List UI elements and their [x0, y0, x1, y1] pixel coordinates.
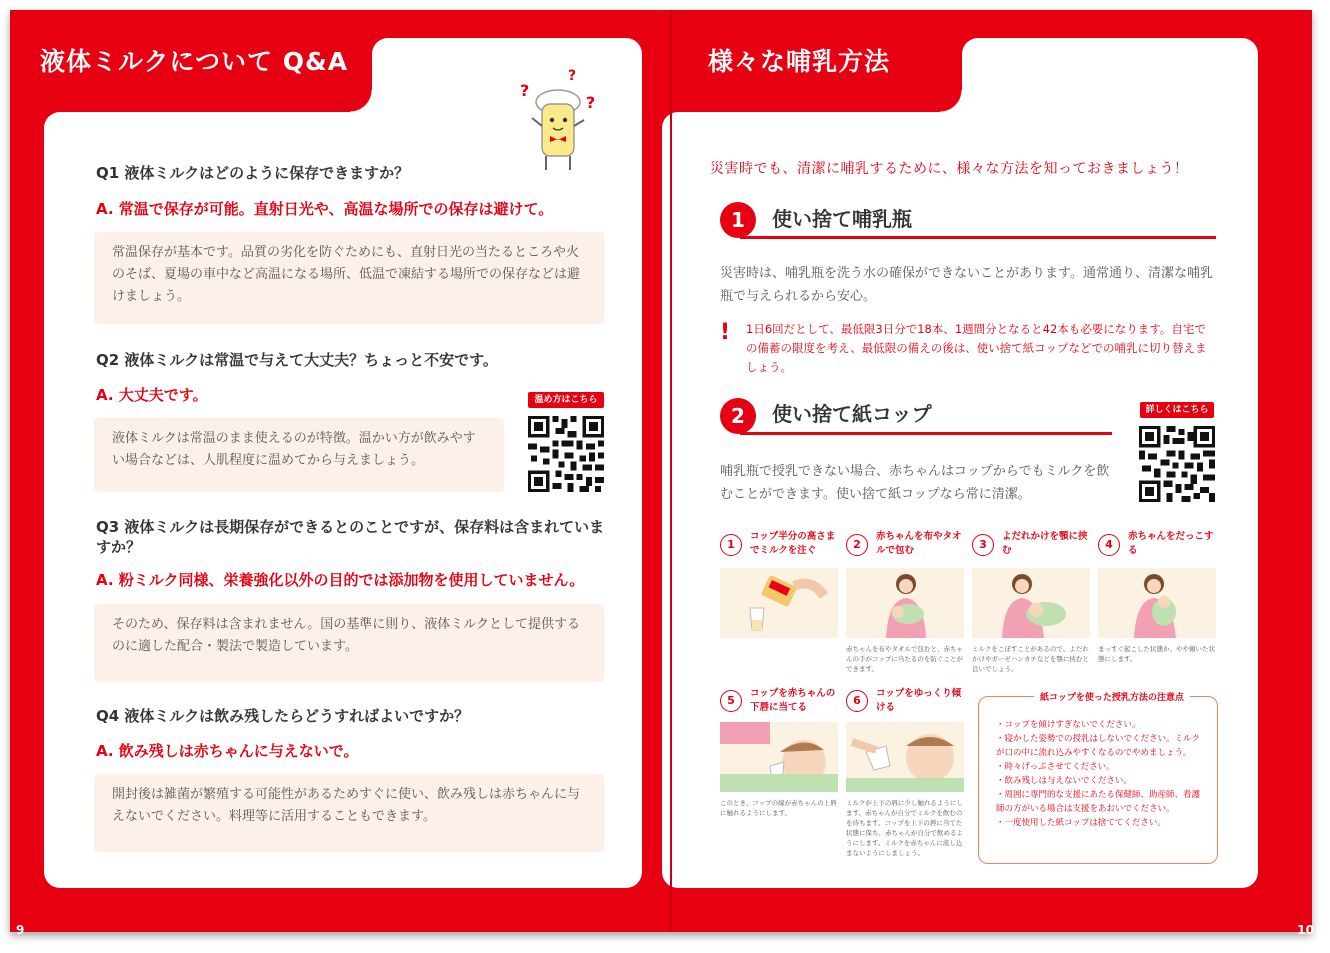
qr-label-details[interactable]: 詳しくはこちら	[1140, 402, 1214, 418]
step-4-caption: まっすぐ起こした状態か、やや傾いた状態にします。	[1098, 645, 1215, 663]
section-1-warning: 1日6回だとして、最低限3日分で18本、1週間分となると42本も必要になります。自宅での備蓄の限度を考え、最低限の備えの後は、使い捨て紙コップなどでの哺乳に切り替えましょう。	[746, 322, 1207, 374]
right-panel-notch	[940, 90, 962, 112]
step-3-number: 3	[972, 534, 994, 556]
step-2-title: 赤ちゃんを布やタオルで包む	[876, 531, 962, 556]
step-5-title: コップを赤ちゃんの下唇に当てる	[750, 688, 836, 713]
warning-icon: !	[720, 320, 731, 345]
step-3-title: よだれかけを顎に挟む	[1002, 531, 1088, 556]
left-page-title: 液体ミルクについて Q&A	[40, 47, 349, 76]
section-2-number: 2	[720, 398, 756, 434]
left-panel-notch	[350, 90, 372, 112]
step-2-caption: 赤ちゃんを布やタオルで包むと、赤ちゃんの手がコップに当たるのを防ぐことができます。	[846, 645, 963, 673]
answer-detail-3: そのため、保存料は含まれません。国の基準に則り、液体ミルクとして提供するのに適した配合・製法で製造しています。	[94, 604, 604, 682]
step-6-title: コップをゆっくり傾ける	[876, 688, 962, 713]
milk-can-mascot-icon	[516, 66, 600, 178]
svg-text:?: ?	[586, 93, 596, 112]
step-4-title: 赤ちゃんをだっこする	[1128, 531, 1214, 556]
notice-item: ・寝かした姿勢での授乳はしないでください。ミルクが口の中に流れ込みやすくなるのでやめましょう。	[996, 734, 1200, 758]
notice-item: ・飲み残しは与えないでください。	[996, 776, 1133, 786]
left-content-panel	[44, 112, 642, 888]
step-3-caption: ミルクをこぼすことがあるので、よだれかけやガーゼハンカチなどを顎に挟むと良いでしょう。	[972, 645, 1089, 673]
question-1: Q1 液体ミルクはどのように保存できますか？	[96, 164, 410, 182]
notice-item: ・時々げっぷさせてください。	[996, 762, 1115, 772]
section-2-body: 哺乳瓶で授乳できない場合、赤ちゃんはコップからでもミルクを飲むことができます。使い捨て紙コップなら常に清潔。	[720, 464, 1110, 502]
step-4-number: 4	[1098, 534, 1120, 556]
page-number-left: 9	[16, 923, 25, 937]
answer-detail-4: 開封後は雑菌が繁殖する可能性があるためすぐに使い、飲み残しは赤ちゃんに与えないでください。料理等に活用することもできます。	[94, 774, 604, 852]
section-2-underline	[740, 432, 1112, 435]
qr-label-warming[interactable]: 温め方はこちら	[528, 392, 604, 408]
section-2-title: 使い捨て紙コップ	[772, 402, 932, 426]
tilting-cup-illustration	[846, 722, 964, 792]
answer-detail-1: 常温保存が基本です。品質の劣化を防ぐためにも、直射日光の当たるところや火のそば、夏場の車中など高温になる場所、低温で凍結する場所での保存などは避けましょう。	[94, 232, 604, 324]
answer-4: A. 飲み残しは赤ちゃんに与えないで。	[96, 742, 359, 760]
qr-code-icon[interactable]	[1139, 426, 1215, 502]
section-1-body: 災害時は、哺乳瓶を洗う水の確保ができないことがあります。通常通り、清潔な哺乳瓶で与えられるから安心。	[720, 266, 1213, 304]
spread-spine	[670, 10, 672, 932]
section-1-underline	[740, 236, 1216, 239]
notice-item: ・周囲に専門的な支援にあたる保健師、助産師、看護師の方がいる場合は支援をあおいでください。	[996, 790, 1201, 814]
baby-wrapped-illustration	[846, 568, 964, 638]
section-1-number: 1	[720, 202, 756, 238]
section-1-title: 使い捨て哺乳瓶	[772, 207, 912, 231]
notice-item: ・一度使用した紙コップは捨ててください。	[996, 818, 1166, 828]
question-2: Q2 液体ミルクは常温で与えて大丈夫？ちょっと不安です。	[96, 351, 498, 369]
step-5-number: 5	[720, 690, 742, 712]
notice-title: 紙コップを使った授乳方法の注意点	[1034, 690, 1190, 703]
answer-2: A. 大丈夫です。	[96, 386, 208, 404]
question-4: Q4 液体ミルクは飲み残したらどうすればよいですか？	[96, 707, 470, 725]
answer-1: A. 常温で保存が可能。直射日光や、高温な場所での保存は避けて。	[96, 200, 554, 218]
step-1-title: コップ半分の高さまでミルクを注ぐ	[750, 531, 836, 556]
answer-detail-2: 液体ミルクは常温のまま使えるのが特徴。温かい方が飲みやすい場合などは、人肌程度に温めてから与えましょう。	[94, 418, 504, 492]
step-5-caption: このとき、コップの縁が赤ちゃんの上唇に触れるようにします。	[720, 799, 837, 817]
question-3: Q3 液体ミルクは長期保存ができるとのことですが、保存料は含まれていますか？	[96, 518, 605, 556]
holding-baby-illustration	[1098, 568, 1216, 638]
intro-text: 災害時でも、清潔に哺乳するために、様々な方法を知っておきましょう！	[710, 161, 1189, 177]
qr-code-icon[interactable]	[528, 416, 604, 492]
svg-text:?: ?	[520, 81, 530, 100]
right-page-title: 様々な哺乳方法	[708, 47, 891, 76]
svg-text:?: ?	[568, 68, 577, 84]
cup-to-lip-illustration	[720, 722, 838, 792]
page-number-right: 10	[1297, 923, 1314, 937]
step-6-caption: ミルクが上下の唇に少し触れるようにします。赤ちゃんが自分でミルクを飲むのを待ちます。コップを上下の唇に当てた状態に保ち、赤ちゃんが自分で飲めるようにします。ミルクを赤ちゃんに流し込まないようにしましょう。	[846, 799, 963, 857]
step-6-number: 6	[846, 690, 868, 712]
step-2-number: 2	[846, 534, 868, 556]
notice-list	[996, 718, 1206, 830]
notice-item: ・コップを傾けすぎないでください。	[996, 720, 1141, 730]
answer-3: A. 粉ミルク同様、栄養強化以外の目的では添加物を使用していません。	[96, 571, 585, 589]
step-1-number: 1	[720, 534, 742, 556]
bib-on-baby-illustration	[972, 568, 1090, 638]
pouring-milk-illustration	[720, 568, 838, 638]
